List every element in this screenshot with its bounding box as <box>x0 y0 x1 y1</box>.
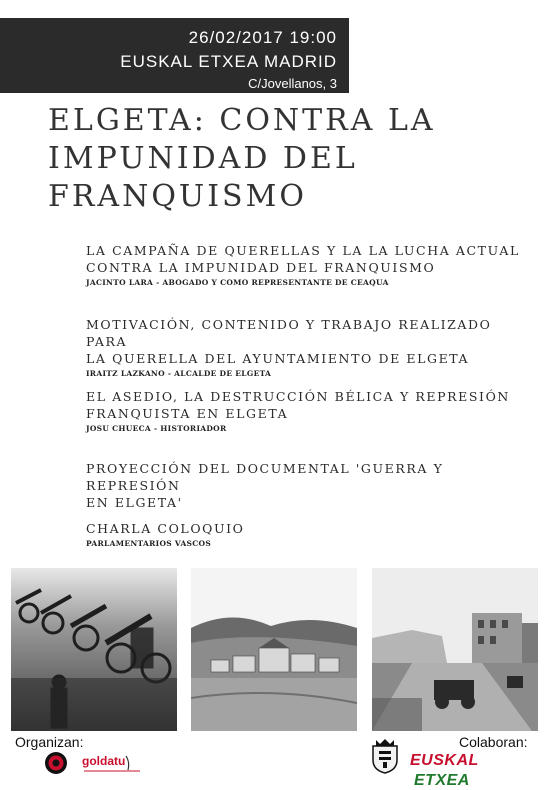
talk-item-5 <box>86 520 526 548</box>
event-datetime: 26/02/2017 19:00 <box>188 28 337 47</box>
talk-title <box>86 388 526 422</box>
talk-speaker: JOSU CHUECA - HISTORIADOR <box>86 424 227 433</box>
goldatu-logo-text: goldatu <box>82 754 126 768</box>
talk-item-3 <box>86 388 526 433</box>
talk-title-line: EL ASEDIO, LA DESTRUCCIÓN BÉLICA Y REPRESIÓN <box>86 389 510 404</box>
talk-title-line: CHARLA COLOQUIO <box>86 521 245 536</box>
talk-speaker: PARLAMENTARIOS VASCOS <box>86 539 212 548</box>
talk-title <box>86 316 526 367</box>
artillery-photo <box>11 568 177 731</box>
collaborators-label: Colaboran: <box>459 734 528 750</box>
talk-speaker: JACINTO LARA - ABOGADO Y COMO REPRESENTANTE DE CEAQUA <box>86 278 389 287</box>
event-address: C/Jovellanos, 3 <box>248 76 337 91</box>
talk-title-line: CONTRA LA IMPUNIDAD DEL FRANQUISMO <box>86 260 436 275</box>
talk-title-line: PROYECCIÓN DEL DOCUMENTAL 'GUERRA Y REPRESIÓN <box>86 461 444 493</box>
page-title <box>48 102 528 216</box>
euskal-etxea-logo <box>410 750 528 789</box>
talk-title-line: EN ELGETA' <box>86 495 183 510</box>
logo-word-euskal: EUSKAL <box>410 752 479 769</box>
talk-item-1 <box>86 242 526 287</box>
event-venue: EUSKAL ETXEA MADRID <box>120 52 337 71</box>
title-line-2: IMPUNIDAD DEL <box>48 141 358 176</box>
talk-title <box>86 242 526 276</box>
talk-title <box>86 520 526 537</box>
destroyed-street-photo <box>372 568 538 731</box>
village-photo <box>191 568 357 731</box>
organizers-label: Organizan: <box>15 734 84 750</box>
logo-word-etxea: ETXEA <box>414 772 470 789</box>
title-line-1: ELGETA: CONTRA LA <box>48 103 436 138</box>
talk-title-line: LA QUERELLA DEL AYUNTAMIENTO DE ELGETA <box>86 351 470 366</box>
coat-of-arms-icon <box>370 738 400 774</box>
talk-title-line: MOTIVACIÓN, CONTENIDO Y TRABAJO REALIZADO PARA <box>86 317 492 349</box>
talk-item-2 <box>86 316 526 378</box>
event-info-box <box>0 18 349 93</box>
talk-title <box>86 460 526 511</box>
talk-speaker: IRAITZ LAZKANO - ALCALDE DE ELGETA <box>86 369 272 378</box>
goldatu-logo-icon <box>82 752 144 774</box>
red-circle-logo-icon <box>44 751 68 775</box>
talk-title-line: LA CAMPAÑA DE QUERELLAS Y LA LA LUCHA ACTUAL <box>86 243 520 258</box>
talk-item-4 <box>86 460 526 511</box>
talk-title-line: FRANQUISTA EN ELGETA <box>86 406 289 421</box>
title-line-3: FRANQUISMO <box>48 179 307 214</box>
